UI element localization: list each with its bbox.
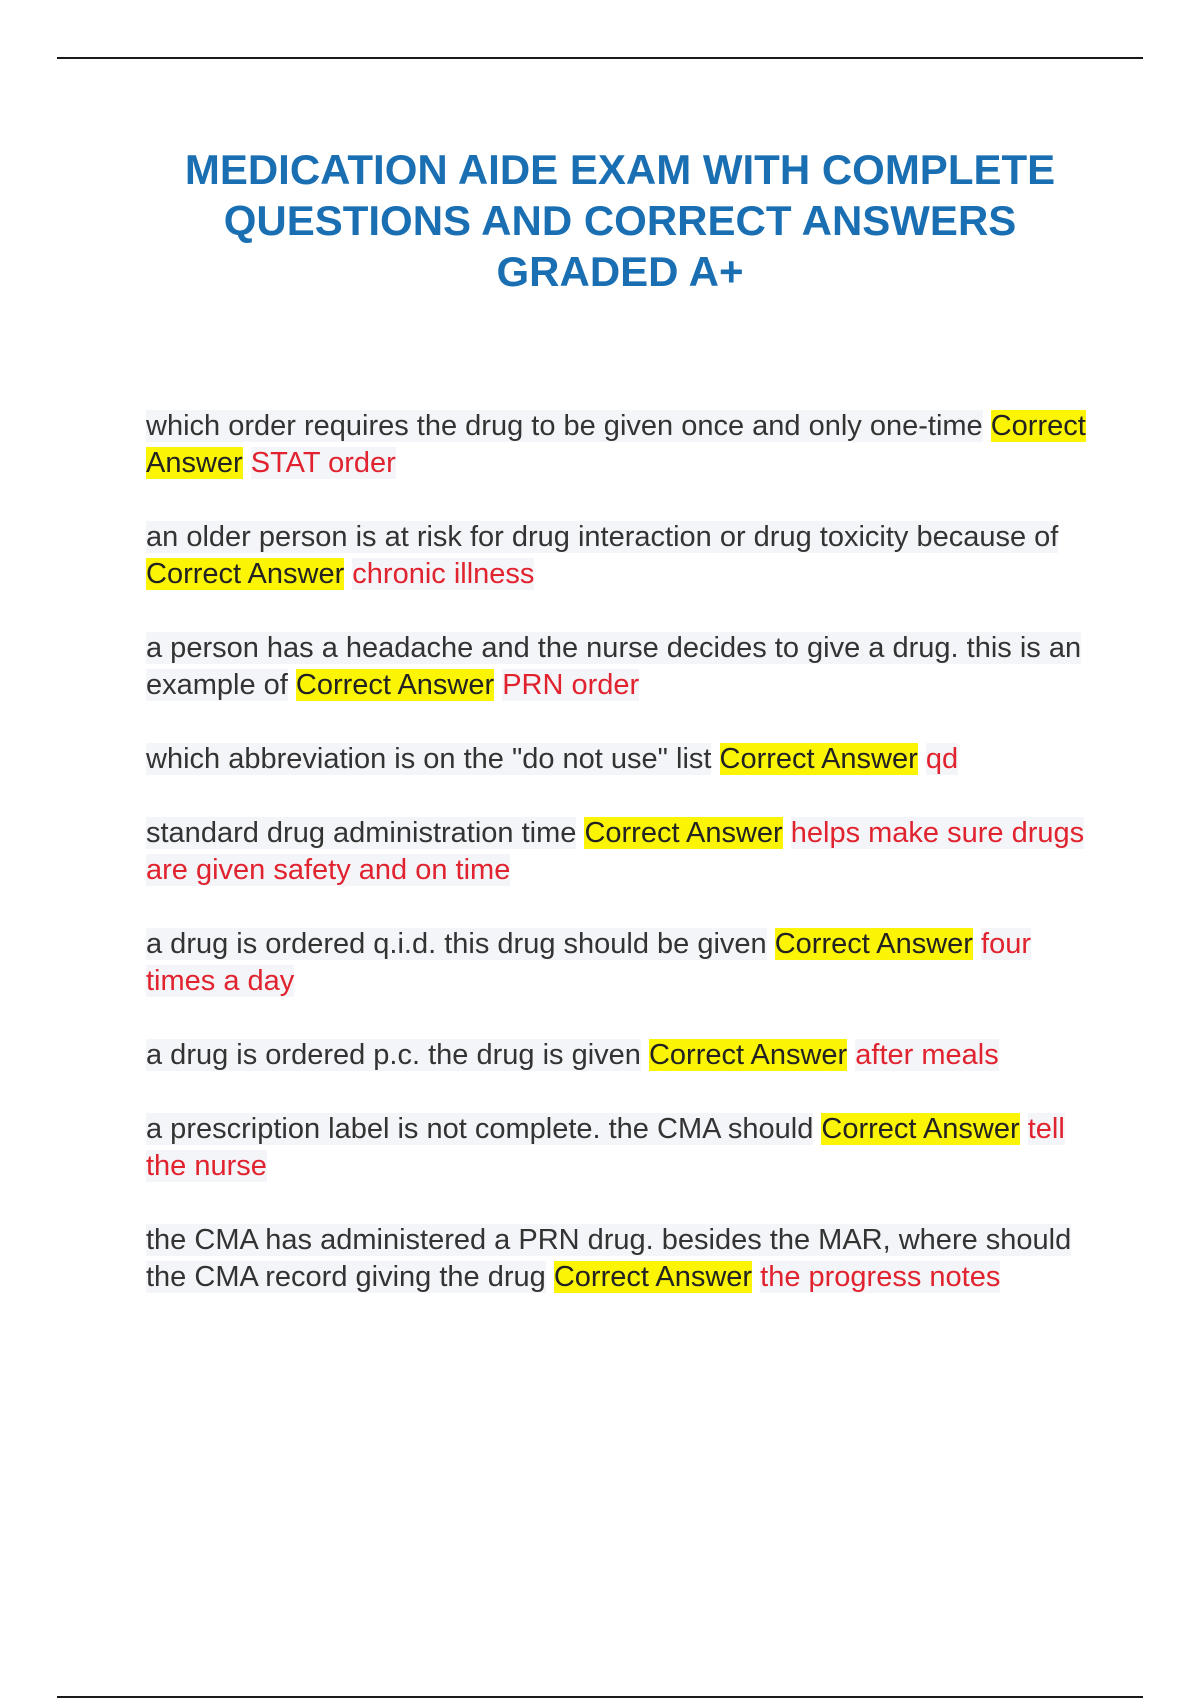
question-text: a drug is ordered q.i.d. this drug should be given	[146, 928, 767, 960]
qa-item	[146, 815, 1086, 889]
answer-text: helps make sure drugs are given safety and on time	[146, 817, 1085, 886]
answer-text: after meals	[855, 1039, 999, 1071]
bottom-rule	[57, 1696, 1143, 1698]
correct-answer-label: Correct Answer	[648, 1039, 848, 1071]
title-line: MEDICATION AIDE EXAM WITH COMPLETE	[184, 146, 1056, 193]
question-text: standard drug administration time	[146, 817, 577, 849]
answer-text: qd	[925, 743, 959, 775]
correct-answer-label: Correct Answer	[719, 743, 918, 775]
question-text: a prescription label is not complete. the CMA should	[146, 1113, 814, 1145]
answer-text: STAT order	[250, 447, 396, 479]
correct-answer-label: Correct Answer	[295, 669, 495, 701]
title-line: GRADED A+	[496, 248, 744, 295]
question-text: the CMA has administered a PRN drug. besides the MAR, where should the CMA record giving the drug	[146, 1224, 1072, 1293]
qa-item	[146, 1222, 1086, 1296]
question-text: which abbreviation is on the "do not use" list	[146, 743, 712, 775]
answer-text: tell the nurse	[146, 1113, 1065, 1182]
correct-answer-label: Correct Answer	[774, 928, 973, 960]
correct-answer-label: Correct Answer	[146, 558, 345, 590]
question-text: a drug is ordered p.c. the drug is given	[146, 1039, 641, 1071]
qa-item	[146, 1037, 1086, 1074]
question-text: a person has a headache and the nurse decides to give a drug. this is an example of	[146, 632, 1082, 701]
question-text: which order requires the drug to be given once and only one-time	[146, 410, 983, 442]
correct-answer-label: Correct Answer	[821, 1113, 1020, 1145]
answer-text: the progress notes	[760, 1261, 1001, 1293]
qa-list	[146, 408, 1086, 1333]
qa-item	[146, 926, 1086, 1000]
top-rule	[57, 57, 1143, 59]
qa-item	[146, 519, 1086, 593]
title-line: QUESTIONS AND CORRECT ANSWERS	[223, 197, 1017, 244]
correct-answer-label: Correct Answer	[146, 410, 1086, 479]
correct-answer-label: Correct Answer	[553, 1261, 753, 1293]
qa-item	[146, 741, 1086, 778]
answer-text: PRN order	[502, 669, 640, 701]
qa-item	[146, 1111, 1086, 1185]
question-text: an older person is at risk for drug interaction or drug toxicity because of	[146, 521, 1059, 553]
document-title	[100, 144, 1140, 297]
answer-text: chronic illness	[352, 558, 535, 590]
answer-text: four times a day	[146, 928, 1032, 997]
qa-item	[146, 408, 1086, 482]
qa-item	[146, 630, 1086, 704]
correct-answer-label: Correct Answer	[584, 817, 783, 849]
